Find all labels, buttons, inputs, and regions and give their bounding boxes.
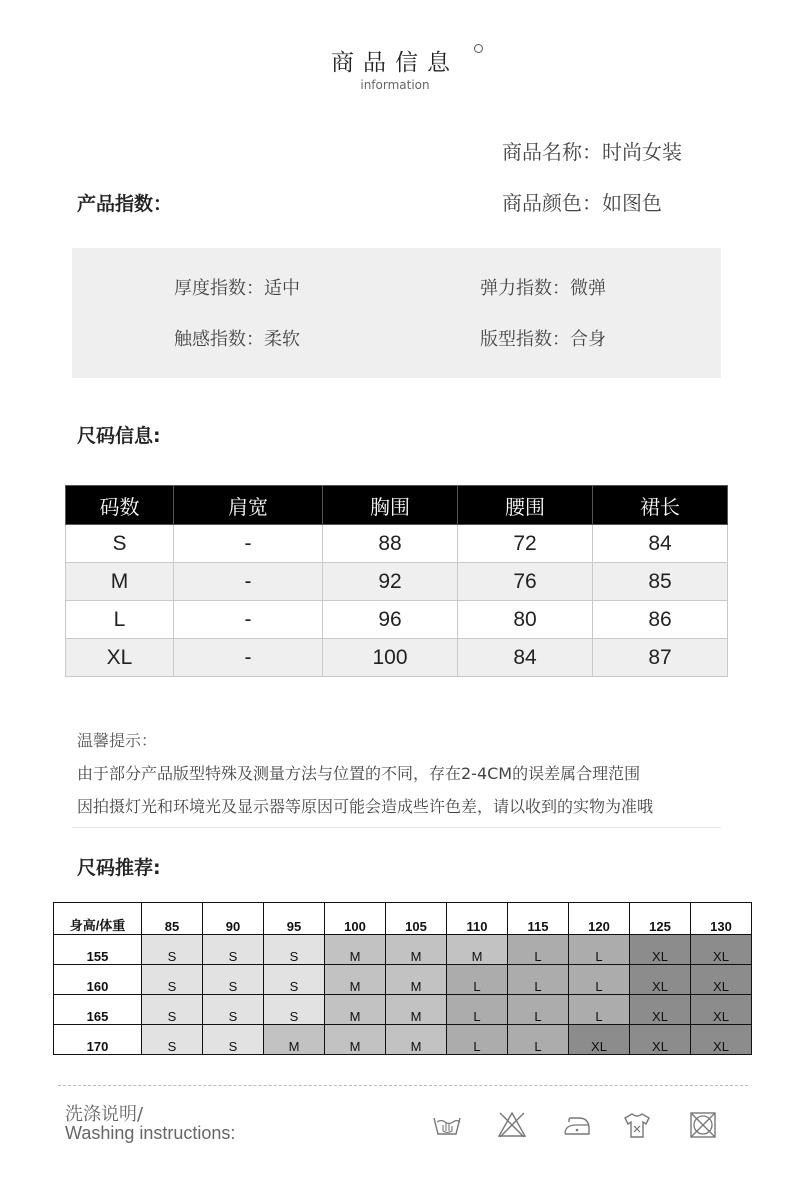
size-cell: XL: [630, 965, 691, 995]
dashed-divider: [58, 1085, 748, 1086]
weight-header: 95: [264, 903, 325, 935]
size-header-cell: 肩宽: [174, 486, 323, 525]
size-cell: S: [142, 1025, 203, 1055]
size-cell: M: [386, 935, 447, 965]
weight-header: 115: [508, 903, 569, 935]
weight-header: 105: [386, 903, 447, 935]
table-cell: 72: [458, 525, 593, 563]
size-cell: S: [142, 965, 203, 995]
index-label: 版型指数：: [480, 329, 570, 350]
size-cell: M: [386, 965, 447, 995]
table-row: [66, 639, 728, 677]
index-section-title: 产品指数：: [77, 193, 173, 215]
weight-header: 85: [142, 903, 203, 935]
size-cell: XL: [569, 1025, 630, 1055]
index-label: 弹力指数：: [480, 278, 570, 299]
washing-title-en: Washing instructions:: [65, 1123, 236, 1143]
size-cell: M: [325, 1025, 386, 1055]
size-cell: L: [508, 1025, 569, 1055]
title-dot-decoration: [474, 44, 483, 53]
height-cell: 160: [54, 965, 142, 995]
weight-header: 90: [203, 903, 264, 935]
table-cell: 80: [458, 601, 593, 639]
washing-title-cn: 洗涤说明/: [65, 1104, 144, 1125]
size-cell: M: [386, 995, 447, 1025]
size-cell: L: [508, 965, 569, 995]
divider: [72, 827, 721, 828]
size-header-cell: 腰围: [458, 486, 593, 525]
size-table-header-row: [66, 486, 728, 525]
index-touch: [174, 325, 300, 351]
size-cell: L: [447, 1025, 508, 1055]
page-title: 商品信息: [331, 50, 459, 76]
no-bleach-icon: [497, 1110, 527, 1140]
table-cell: M: [66, 563, 174, 601]
recommend-section-title: 尺码推荐:: [77, 857, 161, 879]
size-recommend-table: [53, 902, 752, 1055]
table-cell: -: [174, 525, 323, 563]
size-cell: XL: [691, 965, 752, 995]
size-table: [65, 485, 728, 677]
size-cell: S: [142, 995, 203, 1025]
size-cell: XL: [630, 1025, 691, 1055]
size-cell: XL: [630, 995, 691, 1025]
table-cell: 86: [593, 601, 728, 639]
size-cell: L: [569, 935, 630, 965]
size-cell: L: [447, 965, 508, 995]
size-cell: S: [203, 935, 264, 965]
tips-title: 温馨提示：: [77, 731, 158, 750]
size-cell: M: [447, 935, 508, 965]
index-value: 微弹: [570, 278, 606, 299]
index-value: 适中: [264, 278, 300, 299]
size-cell: L: [508, 935, 569, 965]
table-cell: 84: [593, 525, 728, 563]
size-section-title: 尺码信息:: [77, 425, 161, 447]
height-cell: 155: [54, 935, 142, 965]
size-cell: L: [447, 995, 508, 1025]
table-cell: XL: [66, 639, 174, 677]
index-elasticity: [480, 274, 606, 300]
size-cell: L: [569, 995, 630, 1025]
index-label: 厚度指数：: [174, 278, 264, 299]
index-thickness: [174, 274, 300, 300]
size-cell: S: [203, 995, 264, 1025]
size-cell: M: [264, 1025, 325, 1055]
table-cell: 92: [323, 563, 458, 601]
size-cell: S: [142, 935, 203, 965]
no-tumble-dry-icon: [688, 1110, 718, 1140]
table-row: [54, 1025, 752, 1055]
size-header-cell: 码数: [66, 486, 174, 525]
table-row: [54, 995, 752, 1025]
size-cell: S: [264, 935, 325, 965]
table-cell: -: [174, 639, 323, 677]
tips-line: 因拍摄灯光和环境光及显示器等原因可能会造成些许色差，请以收到的实物为准哦: [77, 797, 654, 816]
table-cell: 96: [323, 601, 458, 639]
recommend-header-row: [54, 903, 752, 935]
table-cell: -: [174, 601, 323, 639]
size-cell: M: [386, 1025, 447, 1055]
index-fit: [480, 325, 606, 351]
weight-header: 100: [325, 903, 386, 935]
index-value: 柔软: [264, 329, 300, 350]
size-cell: XL: [691, 995, 752, 1025]
table-cell: 88: [323, 525, 458, 563]
height-cell: 170: [54, 1025, 142, 1055]
size-cell: L: [508, 995, 569, 1025]
table-cell: -: [174, 563, 323, 601]
table-cell: 76: [458, 563, 593, 601]
product-color: 商品颜色：如图色: [502, 191, 662, 215]
page-subtitle: information: [360, 78, 430, 92]
hand-wash-icon: [432, 1110, 462, 1140]
product-name: 商品名称：时尚女装: [502, 140, 682, 164]
size-cell: XL: [691, 935, 752, 965]
table-row: [66, 525, 728, 563]
index-box: [72, 248, 721, 378]
weight-header: 110: [447, 903, 508, 935]
size-cell: XL: [691, 1025, 752, 1055]
table-cell: 87: [593, 639, 728, 677]
size-cell: L: [569, 965, 630, 995]
table-row: [54, 965, 752, 995]
table-cell: 100: [323, 639, 458, 677]
table-row: [66, 563, 728, 601]
height-cell: 165: [54, 995, 142, 1025]
table-cell: S: [66, 525, 174, 563]
size-cell: M: [325, 935, 386, 965]
table-cell: 85: [593, 563, 728, 601]
corner-header: 身高/体重: [54, 903, 142, 935]
size-cell: XL: [630, 935, 691, 965]
weight-header: 120: [569, 903, 630, 935]
table-cell: 84: [458, 639, 593, 677]
size-cell: S: [203, 965, 264, 995]
size-cell: M: [325, 995, 386, 1025]
table-row: [66, 601, 728, 639]
size-cell: S: [264, 965, 325, 995]
size-cell: S: [264, 995, 325, 1025]
size-cell: S: [203, 1025, 264, 1055]
iron-icon: [562, 1110, 592, 1140]
shirt-icon: [622, 1110, 652, 1140]
weight-header: 125: [630, 903, 691, 935]
index-label: 触感指数：: [174, 329, 264, 350]
table-cell: L: [66, 601, 174, 639]
weight-header: 130: [691, 903, 752, 935]
size-header-cell: 裙长: [593, 486, 728, 525]
tips-line: 由于部分产品版型特殊及测量方法与位置的不同，存在2-4CM的误差属合理范围: [77, 764, 641, 783]
size-header-cell: 胸围: [323, 486, 458, 525]
index-value: 合身: [570, 329, 606, 350]
size-cell: M: [325, 965, 386, 995]
table-row: [54, 935, 752, 965]
